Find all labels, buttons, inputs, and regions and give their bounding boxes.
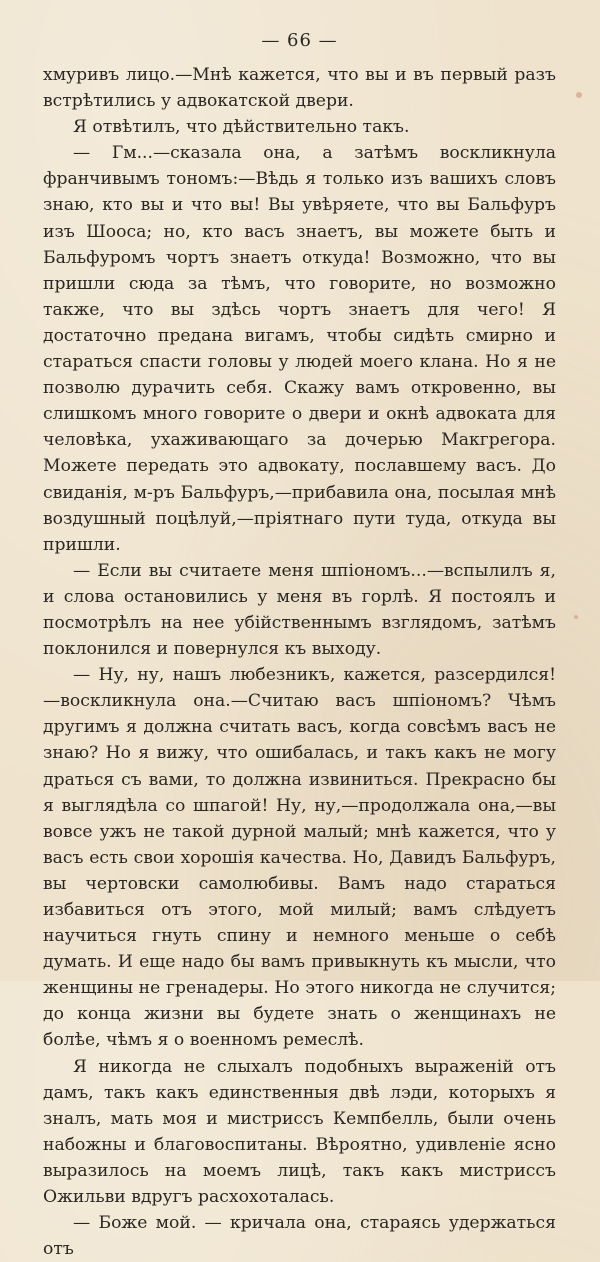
paragraph: — Ну, ну, нашъ любезникъ, кажется, разсердился!—воскликнула она.—Считаю васъ шпіономъ? Чѣмъ другимъ я должна считать васъ, когда совсѣмъ васъ не знаю? Но я вижу, что ошибалась, и такъ какъ не могу драться съ вами, то должна извиниться. Прекрасно бы я выглядѣла со шпагой! Ну, ну,—продолжала она,—вы вовсе ужъ не такой дурной малый; мнѣ кажется, что у васъ есть свои хорошія качества. Но, Давидъ Бальфуръ, вы чертовски самолюбивы. Вамъ надо стараться избавиться отъ этого, мой милый; вамъ слѣдуетъ научиться гнуть спину и немного меньше о себѣ думать. И еще надо бы вамъ привыкнуть къ мысли, что женщины не гренадеры. Но этого никогда не случится; до конца жизни вы будете знать о женщинахъ не болѣе, чѣмъ я о военномъ ремеслѣ. [43,665,556,1051]
paragraph: — Если вы считаете меня шпіономъ...—вспылилъ я, и слова остановились у меня въ горлѣ. Я постоялъ и посмотрѣлъ на нее убійственнымъ взглядомъ, затѣмъ поклонился и повернулся къ выходу. [43,560,556,660]
paragraph: Я никогда не слыхалъ подобныхъ выраженій отъ дамъ, такъ какъ единственныя двѣ лэди, которыхъ я зналъ, мать моя и мистриссъ Кемпбелль, были очень набожны и благовоспитаны. Вѣроятно, удивленіе ясно выразилось на моемъ лицѣ, такъ какъ мистриссъ Ожильви вдругъ расхохоталась. [43,1056,556,1208]
paragraph: хмуривъ лицо.—Мнѣ кажется, что вы и въ первый разъ встрѣтились у адвокатской двери. [43,65,556,112]
paper-stain [576,92,582,98]
paper-stain [574,615,578,619]
paragraph: Я отвѣтилъ, что дѣйствительно такъ. [73,117,410,138]
paragraph: — Боже мой. — кричала она, стараясь удержаться отъ [43,1213,556,1260]
page-text [43,62,556,1262]
paragraph: — Гм...—сказала она, а затѣмъ воскликнула франчивымъ тономъ:—Вѣдь я только изъ вашихъ словъ знаю, кто вы и что вы! Вы увѣряете, что вы Бальфуръ изъ Шооса; но, кто васъ знаетъ, вы можете быть и Бальфуромъ чортъ знаетъ откуда! Возможно, что вы пришли сюда за тѣмъ, что говорите, но возможно также, что вы здѣсь чортъ знаетъ для чего! Я достаточно предана вигамъ, чтобы сидѣть смирно и стараться спасти головы у людей моего клана. Но я не позволю дурачить себя. Скажу вамъ откровенно, вы слишкомъ много говорите о двери и окнѣ адвоката для человѣка, ухаживающаго за дочерью Макгрегора. Можете передать это адвокату, пославшему васъ. До свиданія, м-ръ Бальфуръ,—прибавила она, посылая мнѣ воздушный поцѣлуй,—пріятнаго пути туда, откуда вы пришли. [43,143,556,555]
page-number: — 66 — [261,30,338,51]
